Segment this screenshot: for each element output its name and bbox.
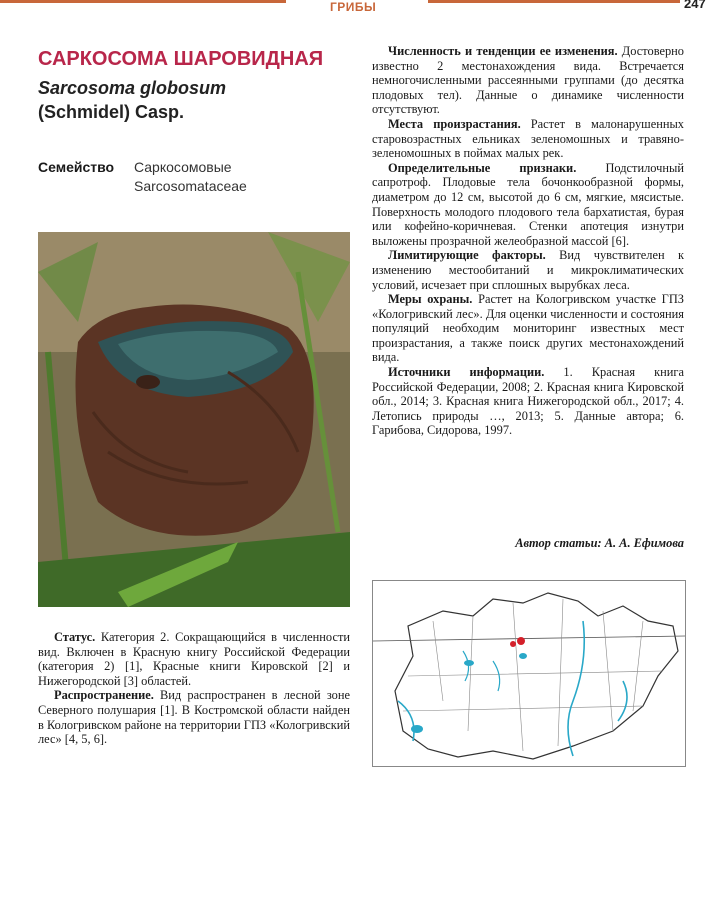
record-marker-1 bbox=[517, 637, 525, 645]
sources-paragraph bbox=[372, 365, 684, 438]
page-number: 247 bbox=[684, 0, 706, 11]
protection-label: Меры охраны. bbox=[388, 292, 473, 307]
limiting-text: Вид чувствителен к изменению местообитаний и микроклиматических условий, исчезает при сплошных вырубках леса. bbox=[372, 248, 684, 292]
header-rule-left bbox=[0, 0, 286, 3]
habitat-label: Места произрастания. bbox=[388, 116, 521, 131]
limiting-paragraph bbox=[372, 248, 684, 292]
abundance-text: Достоверно известно 2 местонахождения вида. Встречается немногочисленными рассеянными группами (до десятка плодовых тел). Данные о динамике численности отсутствуют. bbox=[372, 44, 684, 117]
protection-text: Растет на Кологривском участке ГПЗ «Кологривский лес». Для оценки численности и состояния популяций необходим мониторинг известных мест произрастания, а также поиск других местонахождений вида. bbox=[372, 292, 684, 365]
abundance-paragraph bbox=[372, 44, 684, 117]
latin-name-block bbox=[38, 76, 338, 124]
protection-paragraph bbox=[372, 292, 684, 365]
mushroom-photo bbox=[38, 232, 350, 607]
left-column-text bbox=[38, 630, 350, 747]
distribution-label: Распространение. bbox=[54, 688, 154, 703]
header-rule-right bbox=[428, 0, 680, 3]
distribution-map-icon bbox=[373, 581, 685, 766]
status-paragraph bbox=[38, 630, 350, 688]
features-label: Определительные признаки. bbox=[388, 160, 577, 175]
distribution-text: Вид распространен в лесной зоне Северного полушария [1]. В Костромской области найден в Кологривском районе на территории ГПЗ «Кологривский лес» [4, 5, 6]. bbox=[38, 688, 350, 747]
family-name-ru: Саркосомовые bbox=[134, 159, 232, 175]
habitat-paragraph bbox=[372, 117, 684, 161]
latin-name: Sarcosoma globosum bbox=[38, 78, 227, 98]
family-name-lat: Sarcosomataceae bbox=[134, 178, 247, 194]
author-citation: (Schmidel) Casp. bbox=[38, 102, 185, 122]
article-author: Автор статьи: А. А. Ефимова bbox=[515, 536, 684, 550]
features-paragraph bbox=[372, 161, 684, 249]
mushroom-photo-icon bbox=[38, 232, 350, 607]
features-text: Подстилочный сапротроф. Плодовые тела бочонкообразной формы, диаметром до 12 см, высотой до 6 см, мягкие, мясистые. Поверхность молодого плодового тела бархатистая, бурая или кофейно-коричневая. Стенки апотеция изнутри выложены прозрачной желеобразной массой [6]. bbox=[372, 160, 684, 248]
record-marker-2 bbox=[510, 641, 516, 647]
status-label: Статус. bbox=[54, 630, 96, 644]
status-text: Категория 2. Сокращающийся в численности вид. Включен в Красную книгу Российской Федерации (категория 2) [1], Красные книги Кировской [2] и Нижегородской [3] областей. bbox=[38, 630, 350, 688]
sources-text: 1. Красная книга Российской Федерации, 2008; 2. Красная книга Кировской обл., 2014; 3. Красная книга Нижегородской обл., 2017; 4. Летопись природы …, 2013; 5. Данные автора; 6. Гарибова, Сидорова, 1997. bbox=[372, 365, 684, 438]
distribution-map bbox=[372, 580, 686, 767]
distribution-paragraph bbox=[38, 688, 350, 746]
section-label: ГРИБЫ bbox=[330, 0, 377, 14]
sources-label: Источники информации. bbox=[388, 365, 545, 380]
limiting-label: Лимитирующие факторы. bbox=[388, 248, 546, 263]
abundance-label: Численность и тенденции ее изменения. bbox=[388, 44, 618, 58]
family-label: Семейство bbox=[38, 159, 115, 175]
species-title: САРКОСОМА ШАРОВИДНАЯ bbox=[38, 48, 324, 70]
right-column-text bbox=[372, 44, 684, 438]
habitat-text: Растет в малонарушенных старовозрастных ельниках зеленомошных и травяно-зеленомошных в поймах малых рек. bbox=[372, 116, 684, 161]
